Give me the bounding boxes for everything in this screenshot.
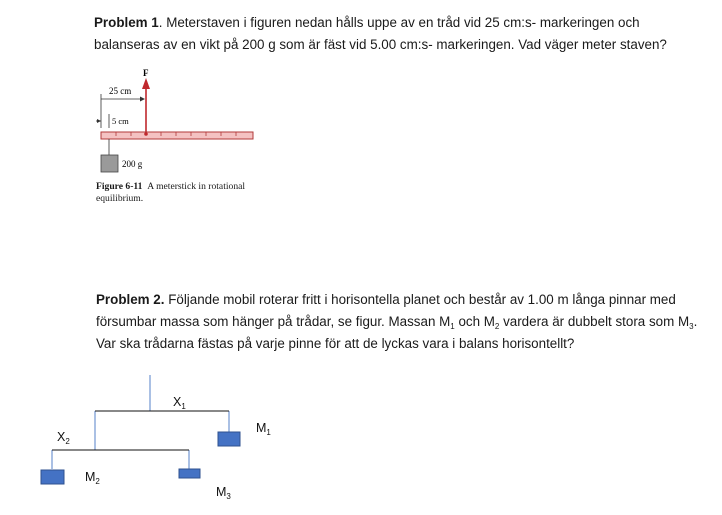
problem-2-label: Problem 2.	[96, 292, 165, 307]
problem-1-body: . Meterstaven i figuren nedan hålls uppe av en tråd vid 25 cm:s- markeringen och balanseras av en vikt på 200 g som är fäst vid 5.00 cm:s- markeringen. Vad väger meter staven?	[94, 15, 667, 52]
m1-label: $M_1$	[256, 421, 271, 437]
x1-label: $X_1$	[173, 395, 186, 411]
caption-label: Figure 6-11	[96, 181, 143, 192]
problem-2-body-d: . Var ska trådarna fästas på varje pinne för att de lyckas vara i balans horisontellt?	[96, 314, 698, 351]
m3-label: $M_3$	[216, 485, 231, 501]
mass-m3	[179, 469, 200, 478]
problem-2-body-b: och M	[454, 314, 495, 329]
mobile-diagram	[0, 360, 722, 515]
x2-label: $X_2$	[57, 430, 70, 446]
mass-m2	[41, 470, 64, 484]
meterstick-diagram	[92, 64, 262, 179]
sub-2: 2	[494, 322, 500, 331]
force-label: F	[143, 68, 149, 78]
mass-m1	[218, 432, 240, 446]
sub-3: 3	[689, 322, 694, 331]
meterstick	[101, 132, 253, 139]
m2-label: $M_2$	[85, 470, 100, 486]
distance-25-label: 25 cm	[109, 86, 132, 96]
caption-text: A meterstick in rotational equilibrium.	[96, 181, 246, 204]
sub-1: 1	[450, 322, 455, 331]
problem-2-body-a: Följande mobil roterar fritt i horisontella planet och består av 1.00 m långa pinnar med försumbar massa som hänger på trådar, se figur. Massan M	[96, 292, 676, 329]
weight-200g	[101, 155, 118, 172]
problem-1-label: Problem 1	[94, 15, 159, 30]
force-arrow-icon	[142, 78, 150, 89]
figure-caption	[96, 181, 266, 205]
mass-label: 200 g	[122, 159, 143, 169]
problem-1-text	[94, 12, 704, 56]
meterstick-figure	[92, 64, 262, 214]
problem-2-body-c: vardera är dubbelt stora som M	[499, 314, 690, 329]
distance-5-label: 5 cm	[112, 116, 129, 126]
problem-2-text	[96, 289, 711, 355]
